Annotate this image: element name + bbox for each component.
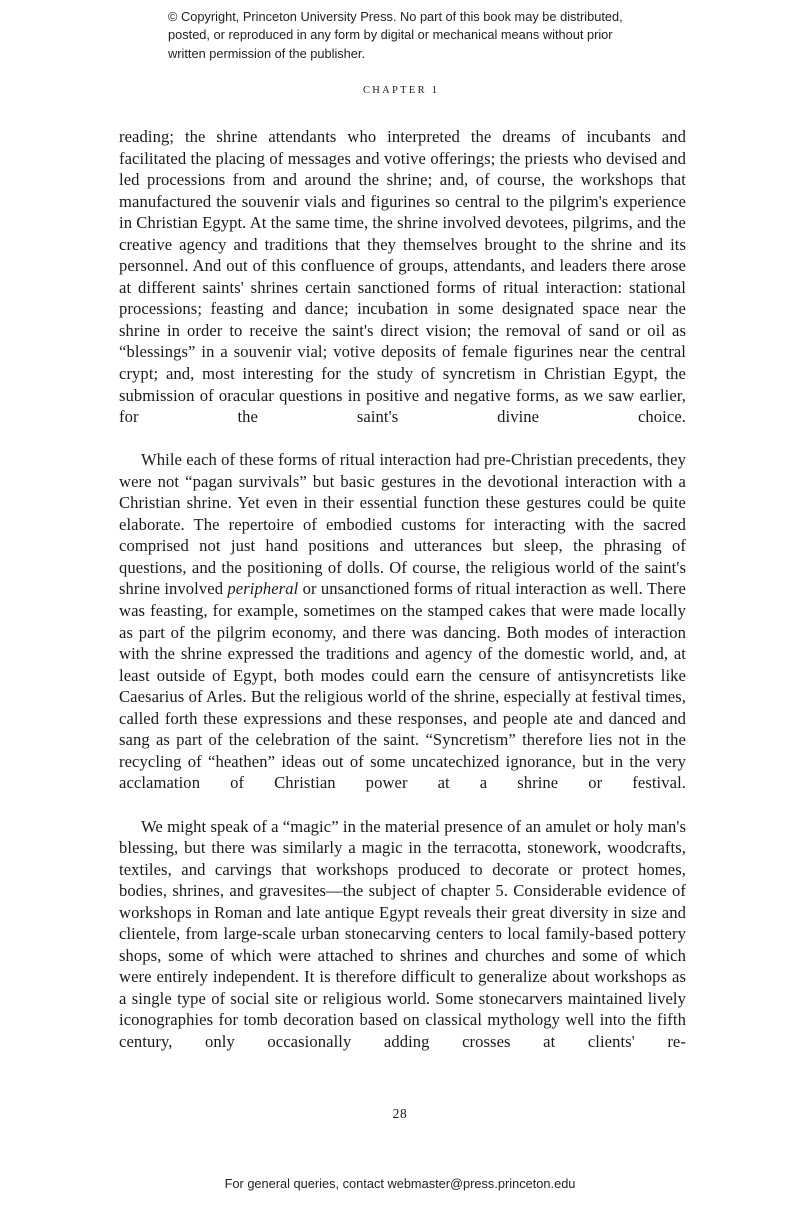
paragraph-3: We might speak of a “magic” in the material presence of an amulet or holy man's blessing, but there was similarly a magic in the terracotta, stonework, woodcrafts, textiles, and carvings that workshops produced to decorate or protect homes, bodies, shrines, and gravesites—the subject of chapter 5. Considerable evidence of workshops in Roman and late antique Egypt reveals their great diversity in size and clientele, from large-scale urban stonecarving centers to local family-based pottery shops, some of which were attached to shrines and churches and some of which were entirely independent. It is therefore difficult to generalize about workshops as a single type of social site or religious world. Some stonecarvers maintained lively iconographies for tomb decoration based on classical mythology well into the fifth century, only occasionally adding crosses at clients' re- — [119, 816, 687, 1051]
general-queries-notice: For general queries, contact webmaster@press.princeton.edu — [224, 1176, 576, 1191]
paragraph-2-italic-term: peripheral — [227, 579, 299, 599]
page-number: 28 — [392, 1106, 408, 1121]
paragraph-1: reading; the shrine attendants who interpreted the dreams of incubants and facilitated the placing of messages and votive offerings; the priests who devised and led processions from and around the shrine; and, of course, the workshops that manufactured the souvenir vials and figurines so central to the pilgrim's experience in Christian Egypt. At the same time, the shrine involved devotees, pilgrims, and the creative agency and traditions that they themselves brought to the shrine and its personnel. And out of this confluence of groups, attendants, and leaders there arose at different saints' shrines certain sanctioned forms of ritual interaction: stational processions; feasting and dance; incubation in some designated space near the shrine in order to receive the saint's direct vision; the removal of sand or oil as “blessings” in a souvenir vial; votive deposits of female figurines near the central crypt; and, most interesting for the study of syncretism in Christian Egypt, the submission of oracular questions in positive and negative forms, as we saw earlier, for the saint's divine choice. — [119, 127, 686, 427]
paragraph-2 — [119, 449, 686, 815]
paragraph-2-text-before-italic: While each of these forms of ritual interaction had pre-Christian precedents, they were not “pagan survivals” but basic gestures in the devotional interaction with a Christian shrine. Yet even in their essential function these gestures could be quite elaborate. The repertoire of embodied customs for interacting with the sacred comprised not just hand positions and utterances but sleep, the phrasing of questions, and the positioning of dolls. Of course, the religious world of the saint's shrine involved — [119, 450, 686, 599]
body-text-block — [119, 126, 686, 1074]
paragraph-2-text-after-italic: or unsanctioned forms of ritual interaction as well. There was feasting, for example, sometimes on the stamped cakes that were made locally as part of the pilgrim economy, and there was dancing. Both modes of interaction with the shrine expressed the traditions and agency of the domestic world, and, at least outside of Egypt, both modes could earn the censure of antisyncretists like Caesarius of Arles. But the religious world of the shrine, especially at festival times, called forth these expressions and these responses, and people ate and danced and sang as part of the celebration of the saint. “Syncretism” therefore lies not in the recycling of “heathen” ideas out of some uncatechized ignorance, but in the very acclamation of Christian power at a shrine or festival. — [119, 579, 686, 793]
copyright-notice: © Copyright, Princeton University Press. No part of this book may be distributed, posted, or reproduced in any form by digital or mechanical means without prior written permission of the publisher. — [168, 9, 623, 61]
running-head-chapter: CHAPTER 1 — [362, 85, 440, 96]
